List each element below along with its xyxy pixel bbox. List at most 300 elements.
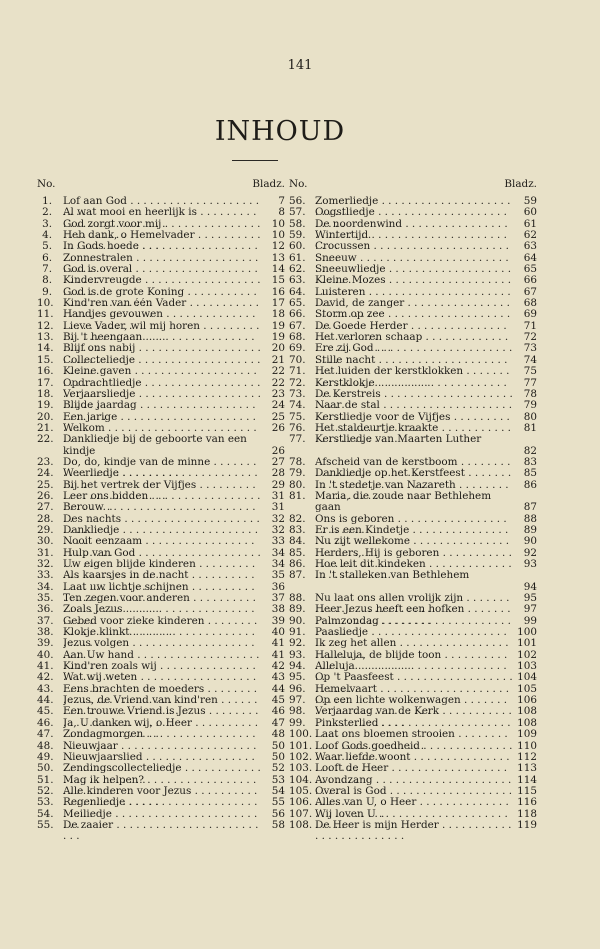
- entry-number: 105.: [289, 784, 313, 797]
- toc-entry: [289, 559, 537, 570]
- entry-page: 48: [271, 728, 285, 741]
- entry-number: 4.: [42, 229, 52, 242]
- entry-title: Wat wij weten . . .: [63, 672, 261, 695]
- entry-title: Bij 't heengaan . . .: [63, 332, 261, 355]
- entry-title: Pinksterlied . . .: [315, 718, 513, 741]
- entry-page: 50: [271, 750, 285, 763]
- entry-number: 107.: [289, 807, 313, 820]
- entry-title: Ons is geboren . . .: [315, 514, 513, 537]
- toc-entry: [37, 650, 285, 661]
- entry-page: 87: [523, 501, 537, 514]
- entry-page: 53: [271, 773, 285, 786]
- entry-number: 29.: [37, 523, 54, 536]
- entry-number: 78.: [289, 455, 306, 468]
- entry-page: 28: [271, 467, 285, 480]
- entry-page: 27: [271, 455, 285, 468]
- entry-number: 85.: [289, 546, 306, 559]
- entry-title: Blijf ons nabij . . .: [63, 343, 261, 366]
- entry-page: 83: [523, 455, 537, 468]
- entry-number: 13.: [37, 331, 54, 344]
- toc-entry: [289, 332, 537, 343]
- entry-title: Herders, Hij is geboren . . .: [315, 548, 513, 571]
- entry-title: Blijde jaardag . . .: [63, 400, 261, 423]
- entry-page: 55: [271, 796, 285, 809]
- entry-number: 6.: [42, 251, 52, 264]
- entry-number: 18.: [37, 387, 54, 400]
- entry-title: Naar de stal . . .: [315, 400, 513, 423]
- entry-title: Loof Gods goedheid . . .: [315, 741, 513, 764]
- entry-page: 89: [523, 523, 537, 536]
- toc-entry: [289, 400, 537, 411]
- entry-page: 42: [271, 660, 285, 673]
- entry-title: Kerstliedje voor de Vijfjes . . .: [315, 412, 513, 435]
- toc-entry: [37, 729, 285, 740]
- entry-page: 36: [271, 580, 285, 593]
- entry-title: Paasliedje . . .: [315, 627, 513, 650]
- entry-number: 11.: [37, 308, 54, 321]
- entry-number: 99.: [289, 716, 306, 729]
- entry-number: 49.: [37, 750, 54, 763]
- toc-entry: [37, 298, 285, 309]
- entry-page: 14: [271, 263, 285, 276]
- entry-title: Op een lichte wolkenwagen . . .: [315, 695, 513, 718]
- toc-entry: [37, 616, 285, 627]
- entry-number: 60.: [289, 240, 306, 253]
- entry-number: 14.: [37, 342, 54, 355]
- toc-entry: [37, 570, 285, 581]
- entry-number: 35.: [37, 592, 54, 605]
- entry-number: 106.: [289, 796, 313, 809]
- toc-entry: [289, 741, 537, 752]
- entry-title: Collecteliedje . . .: [63, 355, 261, 378]
- toc-entry: [37, 219, 285, 230]
- entry-number: 100.: [289, 728, 313, 741]
- toc-entry: [37, 718, 285, 729]
- entry-number: 36.: [37, 603, 54, 616]
- entry-page: 78: [523, 387, 537, 400]
- entry-title: Als kaarsjes in de nacht . . .: [63, 570, 261, 593]
- toc-entry: [37, 559, 285, 570]
- entry-page: 8: [278, 206, 285, 219]
- toc-entry: [37, 582, 285, 593]
- number-heading: No.: [37, 178, 56, 190]
- entry-page: 68: [523, 297, 537, 310]
- toc-entry: [37, 809, 285, 820]
- toc-entry: [289, 468, 537, 479]
- entry-number: 23.: [37, 455, 54, 468]
- entry-page: 80: [523, 410, 537, 423]
- toc-entry: [37, 423, 285, 434]
- entry-title: De Kerstreis . . .: [315, 389, 513, 412]
- entry-number: 53.: [37, 796, 54, 809]
- entry-title: Welkom . . .: [63, 423, 261, 446]
- entry-page: 103: [517, 660, 537, 673]
- entry-page: 75: [523, 365, 537, 378]
- entry-title: Do, do, kindje van de minne . . .: [63, 457, 261, 480]
- entry-title: Op 't Paasfeest . . .: [315, 672, 513, 695]
- entry-number: 40.: [37, 648, 54, 661]
- toc-entry: [289, 718, 537, 729]
- entry-title: Een trouwe Vriend is Jezus . . .: [63, 706, 261, 729]
- entry-title: Het staldeurtje kraakte . . .: [315, 423, 513, 446]
- entry-page: 39: [271, 614, 285, 627]
- entry-page: 94: [523, 580, 537, 593]
- entry-page: 44: [271, 682, 285, 695]
- toc-entry: [289, 457, 537, 468]
- toc-entry: [37, 332, 285, 343]
- entry-number: 61.: [289, 251, 306, 264]
- toc-entry: [37, 366, 285, 377]
- entry-page: 24: [271, 399, 285, 412]
- entry-number: 95.: [289, 671, 306, 684]
- entry-title: Er is een Kindetje . . .: [315, 525, 513, 548]
- entry-number: 70.: [289, 353, 306, 366]
- entry-page: 58: [271, 818, 285, 831]
- title-divider: [232, 160, 278, 161]
- entry-number: 47.: [37, 728, 54, 741]
- entry-number: 72.: [289, 376, 306, 389]
- entry-title: Kleine Mozes . . .: [315, 275, 513, 298]
- toc-entry: [289, 593, 537, 604]
- entry-number: 57.: [289, 206, 306, 219]
- toc-entry: [37, 264, 285, 275]
- entry-number: 103.: [289, 762, 313, 775]
- entry-title: Ja, U danken wij, o Heer . . .: [63, 718, 261, 741]
- entry-number: 41.: [37, 660, 54, 673]
- entry-page: 102: [517, 648, 537, 661]
- entry-page: 108: [517, 705, 537, 718]
- entry-number: 50.: [37, 762, 54, 775]
- entry-title: Nu laat ons allen vrolijk zijn . . .: [315, 593, 513, 616]
- column-header: [289, 178, 537, 196]
- entry-number: 91.: [289, 626, 306, 639]
- entry-number: 74.: [289, 399, 306, 412]
- entry-page: 23: [271, 387, 285, 400]
- toc-entry: [289, 275, 537, 286]
- entry-page: 85: [523, 467, 537, 480]
- entry-title: Sneeuwliedje . . .: [315, 264, 513, 287]
- toc-entry: [37, 434, 285, 457]
- entry-title: Opdrachtliedje . . .: [63, 378, 261, 401]
- toc-entry: [289, 729, 537, 740]
- entry-title: Mag ik helpen? . . .: [63, 775, 261, 798]
- entry-title: Een jarige . . .: [63, 412, 261, 435]
- entry-title: Zendingscollecteliedje . . .: [63, 763, 261, 786]
- toc-entry: [289, 706, 537, 717]
- entry-page: 74: [523, 353, 537, 366]
- entry-title: In 't stedetje van Nazareth . . .: [315, 480, 513, 503]
- entry-page: 20: [271, 342, 285, 355]
- entry-title: Alleluja . . .: [315, 661, 513, 684]
- entry-number: 79.: [289, 467, 306, 480]
- entry-title: Kindervreugde . . .: [63, 275, 261, 298]
- entry-title: Uw eigen blijde kinderen . . .: [63, 559, 261, 582]
- entry-number: 19.: [37, 399, 54, 412]
- entry-page: 82: [523, 444, 537, 457]
- entry-page: 33: [271, 535, 285, 548]
- toc-entry: [37, 378, 285, 389]
- entry-title: Crocussen . . .: [315, 241, 513, 264]
- entry-number: 37.: [37, 614, 54, 627]
- entry-number: 7.: [42, 263, 52, 276]
- entry-page: 22: [271, 365, 285, 378]
- entry-title: Ten zegen voor anderen . . .: [63, 593, 261, 616]
- entry-number: 17.: [37, 376, 54, 389]
- entry-number: 31.: [37, 546, 54, 559]
- entry-title: Alles van U, o Heer . . .: [315, 797, 513, 820]
- toc-entry: [289, 650, 537, 661]
- entry-number: 92.: [289, 637, 306, 650]
- entry-number: 63.: [289, 274, 306, 287]
- toc-entry: [289, 480, 537, 491]
- entry-number: 34.: [37, 580, 54, 593]
- entry-page: 101: [517, 637, 537, 650]
- toc-entry: [37, 627, 285, 638]
- toc-entry: [289, 219, 537, 230]
- toc-entry: [289, 309, 537, 320]
- entry-page: 45: [271, 694, 285, 707]
- entry-number: 25.: [37, 478, 54, 491]
- entry-title: In Gods hoede . . .: [63, 241, 261, 264]
- entry-page: 34: [271, 558, 285, 570]
- toc-entry: [37, 775, 285, 786]
- entry-page: 73: [523, 342, 537, 355]
- entry-number: 84.: [289, 535, 306, 548]
- toc-entry: [289, 661, 537, 672]
- toc-entry: [289, 786, 537, 797]
- toc-entry: [37, 514, 285, 525]
- entry-page: 32: [271, 523, 285, 536]
- toc-entry: [289, 434, 537, 457]
- entry-page: 41: [271, 648, 285, 661]
- entry-title: Nooit eenzaam . . .: [63, 536, 261, 559]
- entry-number: 71.: [289, 365, 306, 378]
- entry-title: Overal is God . . .: [315, 786, 513, 809]
- entry-number: 67.: [289, 319, 306, 332]
- toc-entry: [37, 400, 285, 411]
- toc-entry: [289, 672, 537, 683]
- page-heading: Bladz.: [252, 178, 285, 190]
- entry-page: 110: [517, 739, 537, 752]
- entry-title: God zorgt voor mij . . .: [63, 219, 261, 242]
- entry-number: 66.: [289, 308, 306, 321]
- toc-entry: [289, 241, 537, 252]
- entry-page: 108: [517, 716, 537, 729]
- toc-entry: [37, 593, 285, 604]
- page-title: INHOUD: [214, 116, 346, 147]
- entry-title: Nieuwjaarslied . . .: [63, 752, 261, 775]
- number-heading: No.: [289, 178, 308, 190]
- page-heading: Bladz.: [504, 178, 537, 190]
- entry-page: 86: [523, 478, 537, 491]
- entry-number: 82.: [289, 512, 306, 525]
- entry-title: Wij loven U . . .: [315, 809, 513, 832]
- entry-title: Klokje klinkt . . .: [63, 627, 261, 650]
- entry-number: 1.: [42, 195, 52, 207]
- entry-page: 118: [517, 807, 537, 820]
- toc-entry: [37, 752, 285, 763]
- entry-number: 87.: [289, 569, 306, 582]
- entry-title: David, de zanger . . .: [315, 298, 513, 321]
- toc-entry: [37, 230, 285, 241]
- entry-number: 26.: [37, 489, 54, 502]
- entry-page: 60: [523, 206, 537, 219]
- toc-entry: [37, 604, 285, 615]
- entry-title: De noordenwind . . .: [315, 219, 513, 242]
- entry-page: 34: [271, 546, 285, 559]
- entry-number: 21.: [37, 421, 54, 434]
- entry-number: 90.: [289, 614, 306, 627]
- entry-title: Kerstklokje . . .: [315, 378, 513, 401]
- entry-page: 59: [523, 195, 537, 207]
- toc-entry: [289, 491, 537, 514]
- toc-entry: [37, 502, 285, 513]
- entry-page: 25: [271, 410, 285, 423]
- toc-entry: [289, 412, 537, 423]
- entry-title: Storm op zee . . .: [315, 309, 513, 332]
- toc-entry: [289, 207, 537, 218]
- entry-number: 28.: [37, 512, 54, 525]
- entry-title: Dankliedje bij de geboorte van een kindje: [63, 434, 247, 457]
- entry-page: 31: [271, 501, 285, 514]
- toc-entry: [37, 355, 285, 366]
- entry-number: 81.: [289, 489, 306, 502]
- entry-page: 77: [523, 376, 537, 389]
- entry-number: 27.: [37, 501, 54, 514]
- entry-number: 58.: [289, 217, 306, 230]
- toc-entry: [289, 604, 537, 615]
- entry-title: Jezus volgen . . .: [63, 638, 261, 661]
- entry-page: 26: [271, 444, 285, 457]
- entry-title: Laat ons bloemen strooien . . .: [315, 729, 513, 752]
- entry-page: 79: [523, 399, 537, 412]
- entry-page: 119: [517, 818, 537, 831]
- entry-page: 109: [517, 728, 537, 741]
- entry-number: 98.: [289, 705, 306, 718]
- entry-title: Dankliedje op het Kerstfeest . . .: [315, 468, 513, 491]
- toc-entry: [289, 616, 537, 627]
- toc-entry: [37, 196, 285, 207]
- toc-entry: [37, 412, 285, 423]
- entry-title: Dankliedje . . .: [63, 525, 261, 548]
- toc-entry: [289, 423, 537, 434]
- toc-entry: [37, 275, 285, 286]
- entry-page: 81: [523, 421, 537, 434]
- toc-entry: [289, 775, 537, 786]
- entry-title: Stille nacht . . .: [315, 355, 513, 378]
- entry-title: In 't stalleken van Bethlehem: [315, 570, 470, 582]
- entry-title: Ere zij God . . .: [315, 343, 513, 366]
- entry-number: 33.: [37, 569, 54, 582]
- entry-page: 52: [271, 762, 285, 775]
- toc-entry: [289, 809, 537, 820]
- entry-page: 116: [517, 796, 537, 809]
- entry-page: 7: [278, 195, 285, 207]
- entry-page: 64: [523, 251, 537, 264]
- entry-title: Kind'ren zoals wij . . .: [63, 661, 261, 684]
- entry-page: 31: [271, 489, 285, 502]
- entry-number: 38.: [37, 626, 54, 639]
- toc-entry: [37, 786, 285, 797]
- entry-page: 69: [523, 308, 537, 321]
- toc-entry: [289, 378, 537, 389]
- entry-number: 3.: [42, 217, 52, 230]
- toc-entry: [289, 548, 537, 559]
- toc-column-left: [37, 178, 285, 831]
- entry-number: 65.: [289, 297, 306, 310]
- entry-page: 112: [517, 750, 537, 763]
- entry-title: Oogstliedje . . .: [315, 207, 513, 230]
- entry-number: 5.: [42, 240, 52, 253]
- toc-entry: [37, 741, 285, 752]
- entry-title: Des nachts . . .: [63, 514, 261, 537]
- entry-title: Wintertijd . . .: [315, 230, 513, 253]
- entry-page: 92: [523, 546, 537, 559]
- entry-number: 97.: [289, 694, 306, 707]
- entry-number: 101.: [289, 739, 313, 752]
- entry-page: 113: [517, 762, 537, 775]
- toc-entry: [289, 684, 537, 695]
- entry-number: 56.: [289, 195, 306, 207]
- entry-number: 32.: [37, 558, 54, 570]
- entry-number: 64.: [289, 285, 306, 298]
- entry-page: 18: [271, 308, 285, 321]
- entry-number: 55.: [37, 818, 54, 831]
- toc-entry: [289, 389, 537, 400]
- entry-title: Lieve Vader, wil mij horen . . .: [63, 321, 261, 344]
- entry-page: 12: [271, 240, 285, 253]
- entry-title: Kleine gaven . . .: [63, 366, 261, 389]
- entry-title: Zondagmorgen . . .: [63, 729, 261, 752]
- entry-number: 59.: [289, 229, 306, 242]
- toc-entry: [289, 298, 537, 309]
- entry-number: 83.: [289, 523, 306, 536]
- entry-page: 67: [523, 285, 537, 298]
- toc-entry: [37, 797, 285, 808]
- entry-number: 68.: [289, 331, 306, 344]
- entry-title: De zaaier . . .: [63, 820, 261, 843]
- toc-entry: [37, 695, 285, 706]
- entry-number: 104.: [289, 773, 313, 786]
- toc-entry: [37, 457, 285, 468]
- entry-number: 76.: [289, 421, 306, 434]
- entry-number: 9.: [42, 285, 52, 298]
- entry-number: 16.: [37, 365, 54, 378]
- entry-title: Verjaardag van de Kerk . . .: [315, 706, 513, 729]
- entry-page: 47: [271, 716, 285, 729]
- toc-entry: [37, 287, 285, 298]
- entry-title: Heer Jezus heeft een hofken . . .: [315, 604, 513, 627]
- entry-page: 15: [271, 274, 285, 287]
- entry-page: 63: [523, 240, 537, 253]
- entry-title: Nieuwjaar . . .: [63, 741, 261, 764]
- entry-number: 96.: [289, 682, 306, 695]
- entry-title: Bij het vertrek der Vijfjes . . .: [63, 480, 261, 503]
- entry-page: 72: [523, 331, 537, 344]
- page-number: 141: [287, 58, 313, 73]
- toc-entry: [289, 355, 537, 366]
- entry-number: 42.: [37, 671, 54, 684]
- entry-title: Het luiden der kerstklokken . . .: [315, 366, 513, 389]
- toc-entry: [37, 241, 285, 252]
- toc-entry: [37, 491, 285, 502]
- toc-entry: [289, 366, 537, 377]
- entry-page: 62: [523, 229, 537, 242]
- entry-page: 100: [517, 626, 537, 639]
- toc-entry: [37, 253, 285, 264]
- entry-page: 19: [271, 319, 285, 332]
- entry-title: Palmzondag . . .: [315, 616, 513, 639]
